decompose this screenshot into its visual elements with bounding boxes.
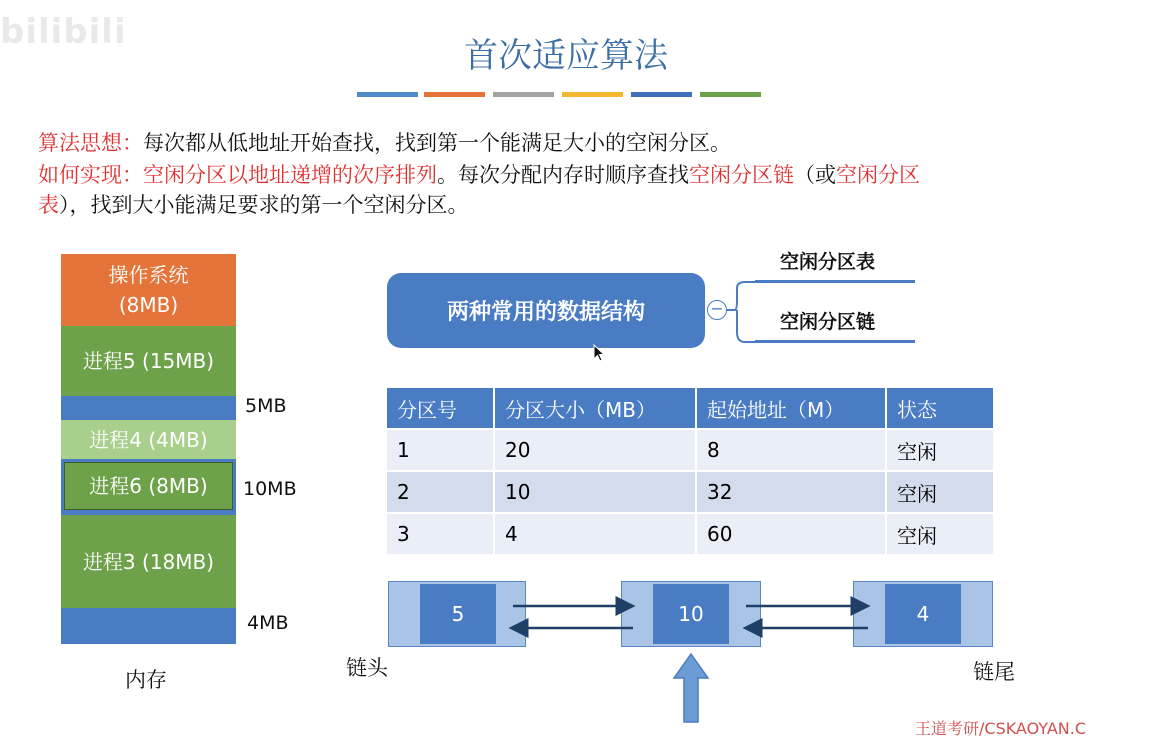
how-label: 如何实现： <box>38 163 143 187</box>
idea-label: 算法思想： <box>38 131 143 155</box>
os-label: 操作系统 <box>108 263 189 287</box>
chain-node-2: 10 <box>653 584 729 644</box>
data-structures-node: 两种常用的数据结构 <box>387 273 705 348</box>
how-part4: （或 <box>794 163 836 187</box>
free-size-4mb: 4MB <box>247 612 289 634</box>
header-partition-size: 分区大小（MB） <box>494 388 696 429</box>
bilibili-watermark: bilibili <box>0 12 127 52</box>
chain-node-1: 5 <box>420 584 496 644</box>
cell-address: 32 <box>696 471 886 513</box>
chain-tail-label: 链尾 <box>973 660 1015 684</box>
footer-watermark: 王道考研/CSKAOYAN.C <box>915 719 1087 738</box>
branch-free-partition-chain: 空闲分区链 <box>780 311 876 333</box>
chain-node-3: 4 <box>885 584 961 644</box>
free-size-10mb: 10MB <box>243 478 297 500</box>
cell-no: 3 <box>387 513 494 555</box>
memory-caption: 内存 <box>125 668 167 692</box>
cell-status: 空闲 <box>886 471 994 513</box>
cell-status: 空闲 <box>886 429 994 471</box>
slide-title: 首次适应算法 <box>464 36 668 76</box>
header-partition-no: 分区号 <box>387 388 494 429</box>
free-size-5mb: 5MB <box>245 395 287 417</box>
memory-block-process3: 进程3 (18MB) <box>61 515 236 608</box>
cell-size: 20 <box>494 429 696 471</box>
pointer-up-arrow <box>674 654 708 722</box>
cell-no: 2 <box>387 471 494 513</box>
cell-address: 8 <box>696 429 886 471</box>
branch-free-partition-table: 空闲分区表 <box>780 251 876 273</box>
how-part2: 。每次分配内存时顺序查找 <box>437 163 689 187</box>
how-part6: 表 <box>38 193 59 217</box>
cell-status: 空闲 <box>886 513 994 555</box>
header-start-address: 起始地址（M） <box>696 388 886 429</box>
idea-text: 每次都从低地址开始查找，找到第一个能满足大小的空闲分区。 <box>143 131 731 155</box>
how-part3: 空闲分区链 <box>689 163 794 187</box>
memory-block-process6: 进程6 (8MB) <box>64 462 233 510</box>
cell-size: 4 <box>494 513 696 555</box>
header-status: 状态 <box>886 388 994 429</box>
collapse-icon[interactable]: − <box>707 300 727 320</box>
chain-head-label: 链头 <box>346 656 388 680</box>
cell-size: 10 <box>494 471 696 513</box>
cell-address: 60 <box>696 513 886 555</box>
memory-block-process4: 进程4 (4MB) <box>61 420 236 459</box>
cell-no: 1 <box>387 429 494 471</box>
how-part1: 空闲分区以地址递增的次序排列 <box>143 163 437 187</box>
how-part5: 空闲分区 <box>836 163 920 187</box>
memory-block-process5: 进程5 (15MB) <box>61 326 236 396</box>
how-part7: ），找到大小能满足要求的第一个空闲分区。 <box>59 193 469 217</box>
os-size: (8MB) <box>118 293 179 317</box>
